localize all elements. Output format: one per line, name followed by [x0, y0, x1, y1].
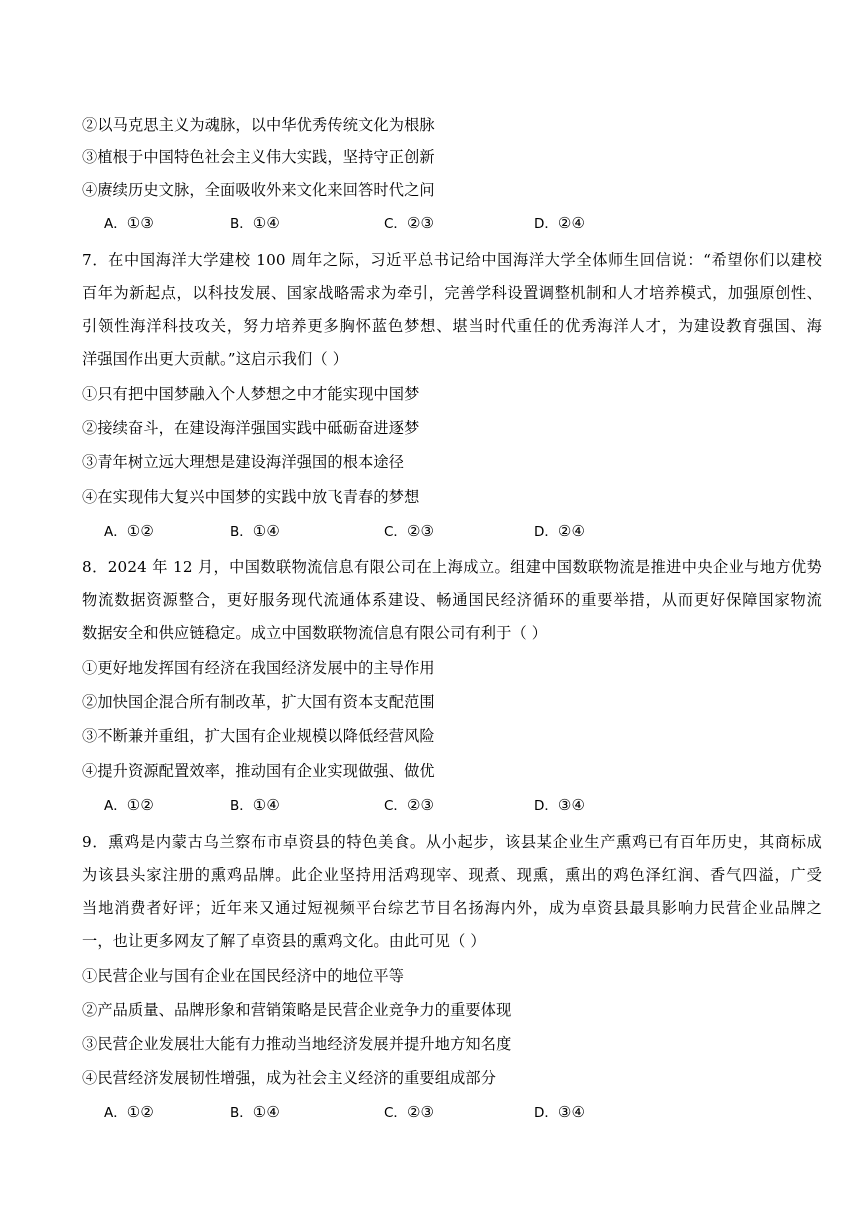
q6-option-c: C．②③ — [384, 214, 435, 232]
q9-item-1: ①民营企业与国有企业在国民经济中的地位平等 — [82, 967, 405, 985]
q7-stem-line-1: 7．在中国海洋大学建校 100 周年之际，习近平总书记给中国海洋大学全体师生回信说：“希望你们以建校 — [82, 251, 822, 269]
q7-item-2: ②接续奋斗，在建设海洋强国实践中砥砺奋进逐梦 — [82, 419, 420, 437]
q8-option-b: B．①④ — [230, 796, 280, 814]
q6-options — [104, 213, 804, 233]
q9-stem-line-3: 当地消费者好评；近年来又通过短视频平台综艺节目名扬海内外，成为卓资县最具影响力民营企业品牌之 — [82, 899, 822, 917]
q8-item-2: ②加快国企混合所有制改革，扩大国有资本支配范围 — [82, 693, 435, 711]
q9-option-b: B．①④ — [230, 1103, 280, 1121]
q8-item-1: ①更好地发挥国有经济在我国经济发展中的主导作用 — [82, 659, 435, 677]
q8-stem-line-2: 物流数据资源整合，更好服务现代流通体系建设、畅通国民经济循环的重要举措，从而更好保障国家物流 — [82, 591, 822, 609]
q7-stem-line-2: 百年为新起点，以科技发展、国家战略需求为牵引，完善学科设置调整机制和人才培养模式，加强原创性、 — [82, 284, 822, 302]
q9-option-c: C．②③ — [384, 1103, 435, 1121]
q8-item-4: ④提升资源配置效率，推动国有企业实现做强、做优 — [82, 762, 435, 780]
q7-item-1: ①只有把中国梦融入个人梦想之中才能实现中国梦 — [82, 385, 420, 403]
q7-option-b: B．①④ — [230, 522, 280, 540]
q8-options — [104, 795, 804, 815]
q6-item-2: ②以马克思主义为魂脉，以中华优秀传统文化为根脉 — [82, 116, 435, 134]
q7-option-d: D．②④ — [534, 522, 586, 540]
q8-option-d: D．③④ — [534, 796, 586, 814]
q9-stem-line-2: 为该县头家注册的熏鸡品牌。此企业坚持用活鸡现宰、现煮、现熏，熏出的鸡色泽红润、香气四溢，广受 — [82, 866, 822, 884]
q8-stem-line-1: 8．2024 年 12 月，中国数联物流信息有限公司在上海成立。组建中国数联物流是推进中央企业与地方优势 — [82, 558, 822, 576]
q8-option-a: A．①② — [104, 796, 154, 814]
q7-stem-line-4: 洋强国作出更大贡献。”这启示我们（ ） — [82, 350, 349, 368]
q9-item-3: ③民营企业发展壮大能有力推动当地经济发展并提升地方知名度 — [82, 1035, 512, 1053]
q9-item-2: ②产品质量、品牌形象和营销策略是民营企业竞争力的重要体现 — [82, 1001, 512, 1019]
q8-item-3: ③不断兼并重组，扩大国有企业规模以降低经营风险 — [82, 727, 435, 745]
q8-option-c: C．②③ — [384, 796, 435, 814]
q6-option-d: D．②④ — [534, 214, 586, 232]
q6-item-4: ④赓续历史文脉，全面吸收外来文化来回答时代之问 — [82, 181, 435, 199]
q7-option-a: A．①② — [104, 522, 154, 540]
q7-item-4: ④在实现伟大复兴中国梦的实践中放飞青春的梦想 — [82, 488, 420, 506]
q9-options — [104, 1102, 804, 1122]
q7-options — [104, 521, 804, 541]
q7-item-3: ③青年树立远大理想是建设海洋强国的根本途径 — [82, 453, 405, 471]
q7-stem-line-3: 引领性海洋科技攻关，努力培养更多胸怀蓝色梦想、堪当时代重任的优秀海洋人才，为建设教育强国、海 — [82, 317, 822, 335]
q9-option-d: D．③④ — [534, 1103, 586, 1121]
q6-item-3: ③植根于中国特色社会主义伟大实践，坚持守正创新 — [82, 148, 435, 166]
q9-option-a: A．①② — [104, 1103, 154, 1121]
q9-stem-line-1: 9．熏鸡是内蒙古乌兰察布市卓资县的特色美食。从小起步，该县某企业生产熏鸡已有百年历史，其商标成 — [82, 833, 822, 851]
q6-option-b: B．①④ — [230, 214, 280, 232]
q9-item-4: ④民营经济发展韧性增强，成为社会主义经济的重要组成部分 — [82, 1069, 497, 1087]
q9-stem-line-4: 一，也让更多网友了解了卓资县的熏鸡文化。由此可见（ ） — [82, 932, 486, 950]
q7-option-c: C．②③ — [384, 522, 435, 540]
q8-stem-line-3: 数据安全和供应链稳定。成立中国数联物流信息有限公司有利于（ ） — [82, 624, 548, 642]
q6-option-a: A．①③ — [104, 214, 154, 232]
